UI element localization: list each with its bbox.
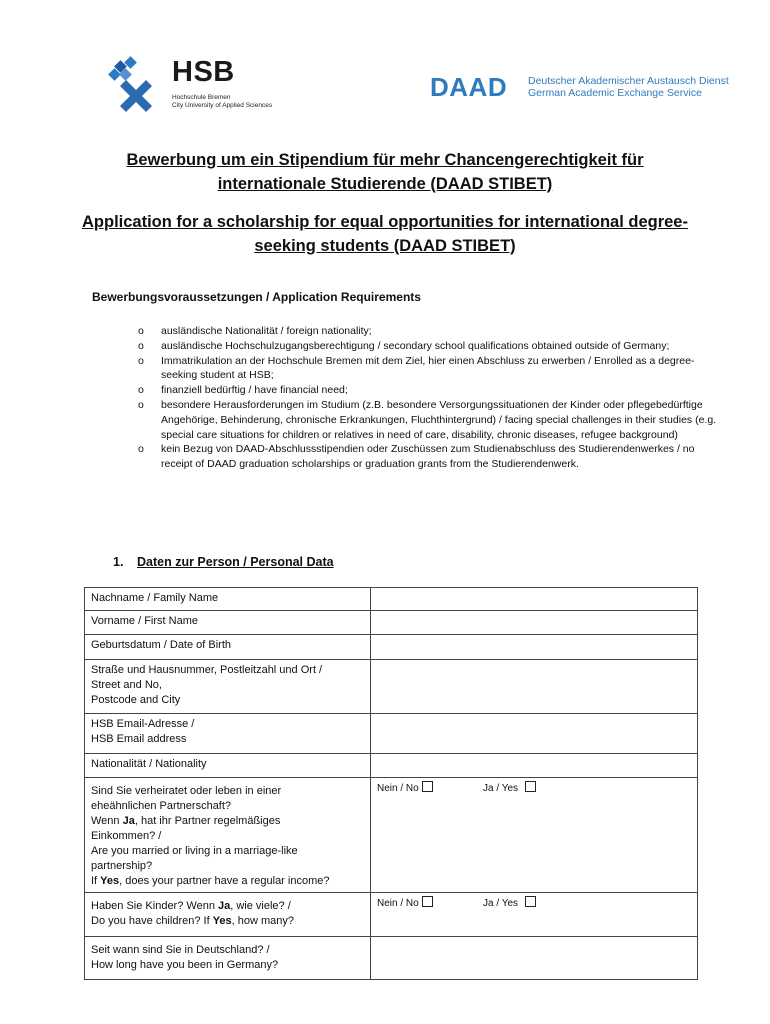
daad-logo-subtitle-en: German Academic Exchange Service <box>528 87 702 99</box>
email-field[interactable] <box>371 714 698 754</box>
list-item <box>138 354 718 384</box>
date-of-birth-field[interactable] <box>371 635 698 660</box>
address-field[interactable] <box>371 660 698 714</box>
hsb-logo <box>106 56 286 116</box>
label-text: If <box>91 875 101 887</box>
hsb-logo-subtitle-en: City University of Applied Sciences <box>172 102 273 109</box>
label-line <box>91 899 364 914</box>
date-of-birth-label: Geburtsdatum / Date of Birth <box>85 635 371 660</box>
list-item <box>138 398 718 442</box>
email-label-line: HSB Email-Adresse / <box>91 718 195 730</box>
daad-logo-text: DAAD <box>430 72 508 102</box>
title-german <box>0 148 770 196</box>
table-row <box>85 778 698 893</box>
first-name-field[interactable] <box>371 611 698 635</box>
marital-status-label <box>85 778 371 893</box>
address-label <box>85 660 371 714</box>
label-text-bold: Ja <box>122 815 135 827</box>
option-no-label: Nein / No <box>377 898 419 909</box>
family-name-field[interactable] <box>371 588 698 611</box>
label-line <box>91 914 364 929</box>
label-line <box>91 874 364 889</box>
label-text-bold: Yes <box>212 915 232 927</box>
first-name-label: Vorname / First Name <box>85 611 371 635</box>
nationality-field[interactable] <box>371 754 698 778</box>
daad-logo <box>430 74 730 104</box>
yes-no-options <box>377 781 691 795</box>
option-no[interactable] <box>377 896 433 911</box>
list-item <box>138 442 718 472</box>
requirements-heading: Bewerbungsvoraussetzungen / Application Requirements <box>92 290 421 304</box>
option-yes-label: Ja / Yes <box>483 898 519 909</box>
requirement-text: kein Bezug von DAAD-Abschlussstipendien oder Zuschüssen zum Studienabschluss des Studierendenwerkes / no receipt of DAAD graduation scholarships or graduation grants from the Studierendenwerk. <box>161 443 695 471</box>
nationality-label: Nationalität / Nationality <box>85 754 371 778</box>
address-label-line: Straße und Hausnummer, Postleitzahl und Ort / <box>91 664 323 676</box>
label-line: eheähnlichen Partnerschaft? <box>91 800 232 812</box>
family-name-label: Nachname / Family Name <box>85 588 371 611</box>
time-in-germany-label <box>85 937 371 980</box>
requirements-list <box>138 324 718 472</box>
marital-status-options <box>371 778 698 893</box>
children-options <box>371 893 698 937</box>
yes-no-options <box>377 896 691 910</box>
label-text: Wenn <box>91 815 123 827</box>
label-line: Are you married or living in a marriage-like <box>91 845 298 857</box>
label-text-bold: Ja <box>218 900 231 912</box>
option-yes-label: Ja / Yes <box>483 783 519 794</box>
label-line: partnership? <box>91 860 153 872</box>
section-title: Daten zur Person / Personal Data <box>137 555 334 569</box>
option-no-label: Nein / No <box>377 783 419 794</box>
label-text: , hat ihr Partner regelmäßiges <box>134 815 281 827</box>
checkbox-no[interactable] <box>422 896 433 907</box>
table-row <box>85 635 698 660</box>
hsb-logo-subtitle-de: Hochschule Bremen <box>172 94 231 101</box>
email-label <box>85 714 371 754</box>
bullet-icon: o <box>138 354 144 367</box>
hsb-logo-text: HSB <box>172 56 235 88</box>
bullet-icon: o <box>138 384 144 397</box>
label-text: , how many? <box>231 915 295 927</box>
table-row <box>85 937 698 980</box>
requirement-text: ausländische Hochschulzugangsberechtigung / secondary school qualifications obtained outside of Germany; <box>161 339 670 352</box>
checkbox-no[interactable] <box>422 781 433 792</box>
label-line <box>91 814 364 829</box>
address-label-line: Postcode and City <box>91 694 181 706</box>
section-number: 1. <box>113 555 124 569</box>
requirement-text: Immatrikulation an der Hochschule Bremen mit dem Ziel, hier einen Abschluss zu erwerben / Enrolled as a degree-seeking student at HSB; <box>161 354 695 382</box>
checkbox-yes[interactable] <box>525 896 536 907</box>
label-text-bold: Yes <box>100 875 120 887</box>
email-label-line: HSB Email address <box>91 733 187 745</box>
list-item <box>138 383 718 398</box>
table-row <box>85 588 698 611</box>
title-german-text: Bewerbung um ein Stipendium für mehr Chancengerechtigkeit für internationale Studierende (DAAD STIBET) <box>126 151 644 193</box>
requirement-text: finanziell bedürftig / have financial need; <box>161 384 348 397</box>
children-label <box>85 893 371 937</box>
requirement-text: besondere Herausforderungen im Studium (z.B. besondere Versorgungssituationen der Kinder oder pflegebedürftige Angehörige, Behinderung, chronische Erkrankungen, Fluchthintergrund) / facing special challenges in their studies (e.g. special care situations for children or relatives in need of care, disability, chronic diseases, refugee background) <box>161 398 717 441</box>
table-row <box>85 660 698 714</box>
daad-logo-subtitle-de: Deutscher Akademischer Austausch Dienst <box>528 75 729 87</box>
bullet-icon: o <box>138 325 144 337</box>
bullet-icon: o <box>138 339 144 352</box>
table-row <box>85 754 698 778</box>
bullet-icon: o <box>138 398 144 411</box>
label-line: Einkommen? / <box>91 830 162 842</box>
label-line: Sind Sie verheiratet oder leben in einer <box>91 785 282 797</box>
option-yes[interactable] <box>483 896 536 911</box>
address-label-line: Street and No, <box>91 679 162 691</box>
hsb-logo-mark-icon <box>106 56 166 116</box>
bullet-icon: o <box>138 443 144 456</box>
title-english-text: Application for a scholarship for equal opportunities for international degree-seeking students (DAAD STIBET) <box>82 213 688 255</box>
personal-data-table <box>84 587 698 980</box>
time-in-germany-field[interactable] <box>371 937 698 980</box>
label-text: , wie viele? / <box>230 900 291 912</box>
option-no[interactable] <box>377 781 433 796</box>
label-line: How long have you been in Germany? <box>91 959 279 971</box>
checkbox-yes[interactable] <box>525 781 536 792</box>
option-yes[interactable] <box>483 781 536 796</box>
requirement-text: ausländische Nationalität / foreign nationality; <box>161 325 372 337</box>
list-item <box>138 339 718 354</box>
label-text: Do you have children? If <box>91 915 213 927</box>
table-row <box>85 714 698 754</box>
title-english <box>0 210 770 258</box>
label-text: , does your partner have a regular income? <box>119 875 330 887</box>
label-line: Seit wann sind Sie in Deutschland? / <box>91 944 270 956</box>
table-row <box>85 893 698 937</box>
label-text: Haben Sie Kinder? Wenn <box>91 900 218 912</box>
list-item <box>138 324 718 339</box>
section-personal-data-heading <box>113 555 334 569</box>
table-row <box>85 611 698 635</box>
